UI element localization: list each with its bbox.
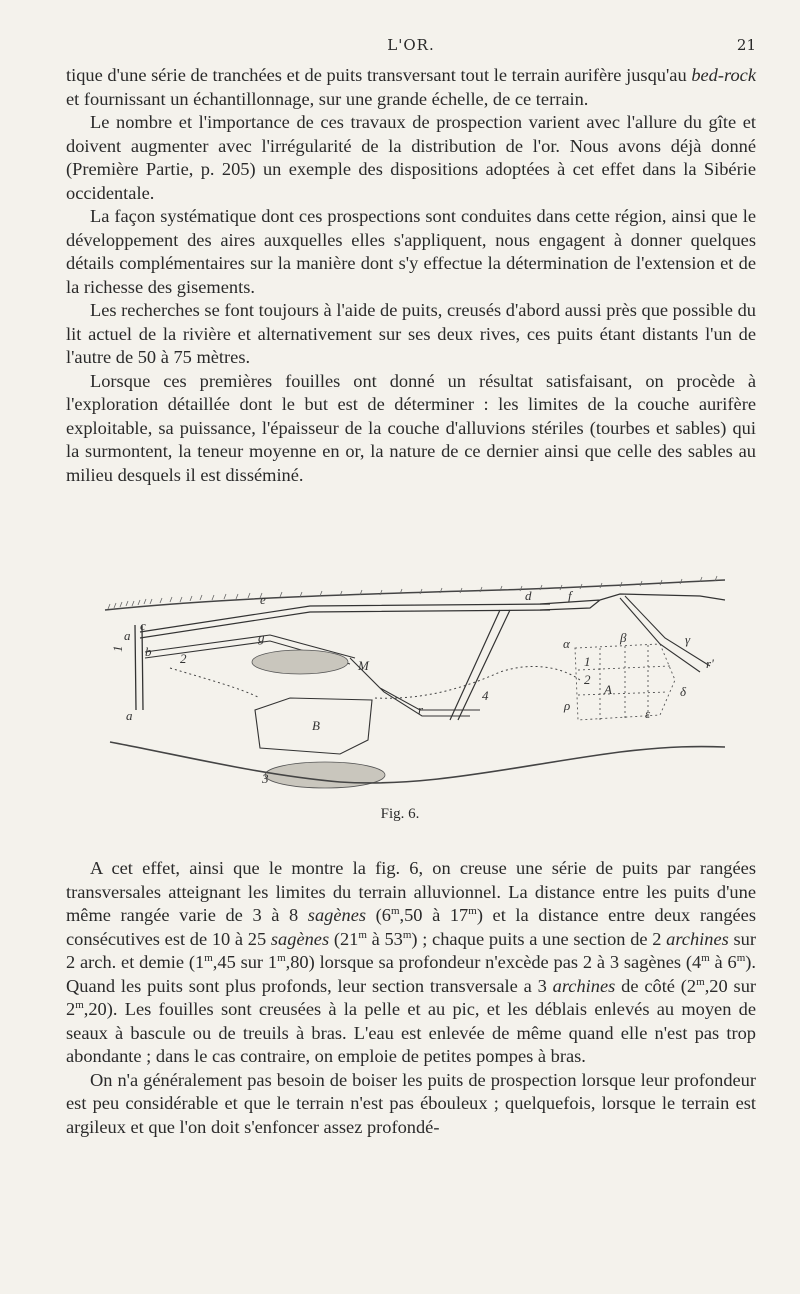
label-one: 1	[110, 645, 125, 652]
figure-6	[100, 570, 730, 800]
text-run: (21	[329, 928, 359, 949]
text-run: de côté (2	[615, 975, 697, 996]
unit-superscript: m	[701, 951, 710, 964]
paragraph	[66, 1069, 756, 1140]
upper-gallery	[140, 604, 550, 638]
paragraph	[66, 370, 756, 488]
figure-caption: Fig. 6.	[380, 806, 420, 822]
text-run: A cet effet, ainsi que le montre la fig. 6, on creuse une série de puits par rangées transversales atteignant les limites du terrain alluvionnel. La distance entre les puits d'une même rangée varie de 3 à 8	[66, 858, 756, 925]
text-run: à 6	[709, 952, 737, 972]
italic-term: sagènes	[307, 905, 367, 925]
text-run: Le nombre et l'importance de ces travaux de prospection varient avec l'allure du gîte et doivent augmenter avec l'irrégularité de la distribution de l'or. Nous avons déjà donné (Première Partie, p. 205) un exemple des dispositions adoptées à cet effet dans la Sibérie occidentale.	[66, 112, 756, 203]
text-run: ,50 à 17	[399, 905, 469, 925]
label-epsilon: ε	[645, 706, 651, 721]
label-M: M	[358, 658, 369, 673]
text-run: sur 2 arch. et demie (1	[66, 928, 756, 972]
unit-superscript: m	[390, 904, 400, 917]
label-gamma: γ	[685, 632, 691, 647]
text-run: Les recherches se font toujours à l'aide de puits, creusés d'abord aussi près que possible du lit actuel de la rivière et alternativement sur ses deux rives, ces puits étant distants l'un de l'autre de 50 à 75 mètres.	[66, 300, 756, 367]
running-title: L'OR.	[387, 36, 435, 54]
text-run: et fournissant un échantillonnage, sur une grande échelle, de ce terrain.	[66, 88, 589, 109]
label-A: A	[604, 682, 612, 697]
label-d: d	[525, 588, 532, 603]
unit-superscript: m	[204, 951, 213, 964]
left-shaft	[135, 625, 143, 710]
label-r-prime: r'	[706, 656, 714, 671]
paragraph	[66, 205, 756, 299]
bedrock-line	[110, 742, 725, 783]
text-run: ,20 sur 2	[66, 975, 757, 1019]
paragraph	[66, 857, 756, 1069]
label-alpha: α	[563, 636, 570, 651]
unit-superscript: m	[468, 904, 477, 917]
text-run: La façon systématique dont ces prospections sont conduites dans cette région, ainsi que le développement des aires auxquelles elles s'appliquent, nous engagent à donner quelques détails complémentaires sur la manière dont s'y effectue la détermination de l'extension et de la richesse des gisements.	[66, 206, 756, 297]
italic-term: sagènes	[270, 928, 330, 949]
gravel-lens-upper	[252, 650, 348, 674]
text-run: ,45 sur 1	[212, 952, 278, 972]
text-run: tique d'une série de tranchées et de puits transversant tout le terrain aurifère jusqu'au	[66, 65, 692, 85]
unit-superscript: m	[277, 951, 286, 964]
italic-term: archines	[552, 975, 616, 996]
label-delta: δ	[680, 684, 687, 699]
label-r: r	[418, 702, 424, 717]
label-rho: ρ	[564, 698, 571, 713]
paragraph	[66, 111, 756, 205]
italic-term: bed-rock	[691, 65, 756, 85]
label-e-top: e	[260, 592, 266, 607]
label-a-top: a	[124, 628, 131, 643]
text-run: (6	[366, 905, 391, 925]
page-number: 21	[736, 36, 756, 54]
text-run: On n'a généralement pas besoin de boiser les puits de prospection lorsque leur profondeur est peu considérable et que le terrain n'est pas ébouleux ; quelquefois, lorsque le terrain est argileux et que l'on doit s'enfoncer assez profondé-	[66, 1069, 756, 1137]
unit-superscript: m	[736, 951, 746, 964]
label-four: 4	[482, 688, 489, 703]
body-text-top	[66, 64, 756, 487]
text-run: ,80) lorsque sa profondeur n'excède pas 2 à 3 sagènes (4	[285, 952, 702, 972]
body-text-bottom	[66, 857, 756, 1139]
label-f: f	[568, 588, 572, 603]
label-two-small: 2	[584, 672, 591, 687]
text-run: Lorsque ces premières fouilles ont donné un résultat satisfaisant, on procède à l'exploration détaillée dont le but est de déterminer : les limites de la couche aurifère exploitable, sa puissance, l'épaisseur de la couche d'alluvions stériles (tourbes et sables) qui la surmontent, la teneur moyenne en or, la nature de ce dernier ainsi que celle des sables au milieu desquels il est disséminé.	[66, 370, 756, 485]
right-slope	[620, 596, 710, 672]
cross-section-diagram	[100, 570, 730, 800]
unit-superscript: m	[696, 975, 705, 988]
text-run: à 53	[366, 928, 403, 949]
label-c: c	[140, 618, 146, 633]
running-header	[66, 36, 756, 60]
text-run: ). Quand les puits sont plus profonds, leur section transversale a 3	[66, 952, 757, 996]
unit-superscript: m	[358, 928, 367, 941]
label-a-bottom: a	[126, 708, 133, 723]
label-b: b	[145, 644, 152, 659]
label-beta: β	[620, 630, 627, 645]
unit-superscript: m	[75, 998, 84, 1011]
label-one-small: 1	[584, 654, 591, 669]
label-two: 2	[180, 651, 187, 666]
text-run: ) ; chaque puits a une section de 2	[411, 928, 667, 949]
label-three: 3	[262, 771, 269, 786]
text-run: ) et la distance entre deux rangées consécutives est de 10 à 25	[66, 905, 756, 949]
diagonal-shaft	[450, 610, 510, 720]
paragraph	[66, 64, 756, 111]
italic-term: archines	[666, 928, 729, 949]
text-run: ,20). Les fouilles sont creusées à la pelle et au pic, et les déblais enlevés au moyen de seaux à bascule ou de treuils à bras. L'eau est enlevée de même quand elle n'est pas trop abondante ; dans le cas contraire, on emploie de petites pompes à bras.	[66, 999, 756, 1066]
unit-superscript: m	[402, 928, 412, 941]
label-B: B	[312, 718, 320, 733]
paragraph	[66, 299, 756, 370]
label-g: g	[258, 630, 265, 645]
